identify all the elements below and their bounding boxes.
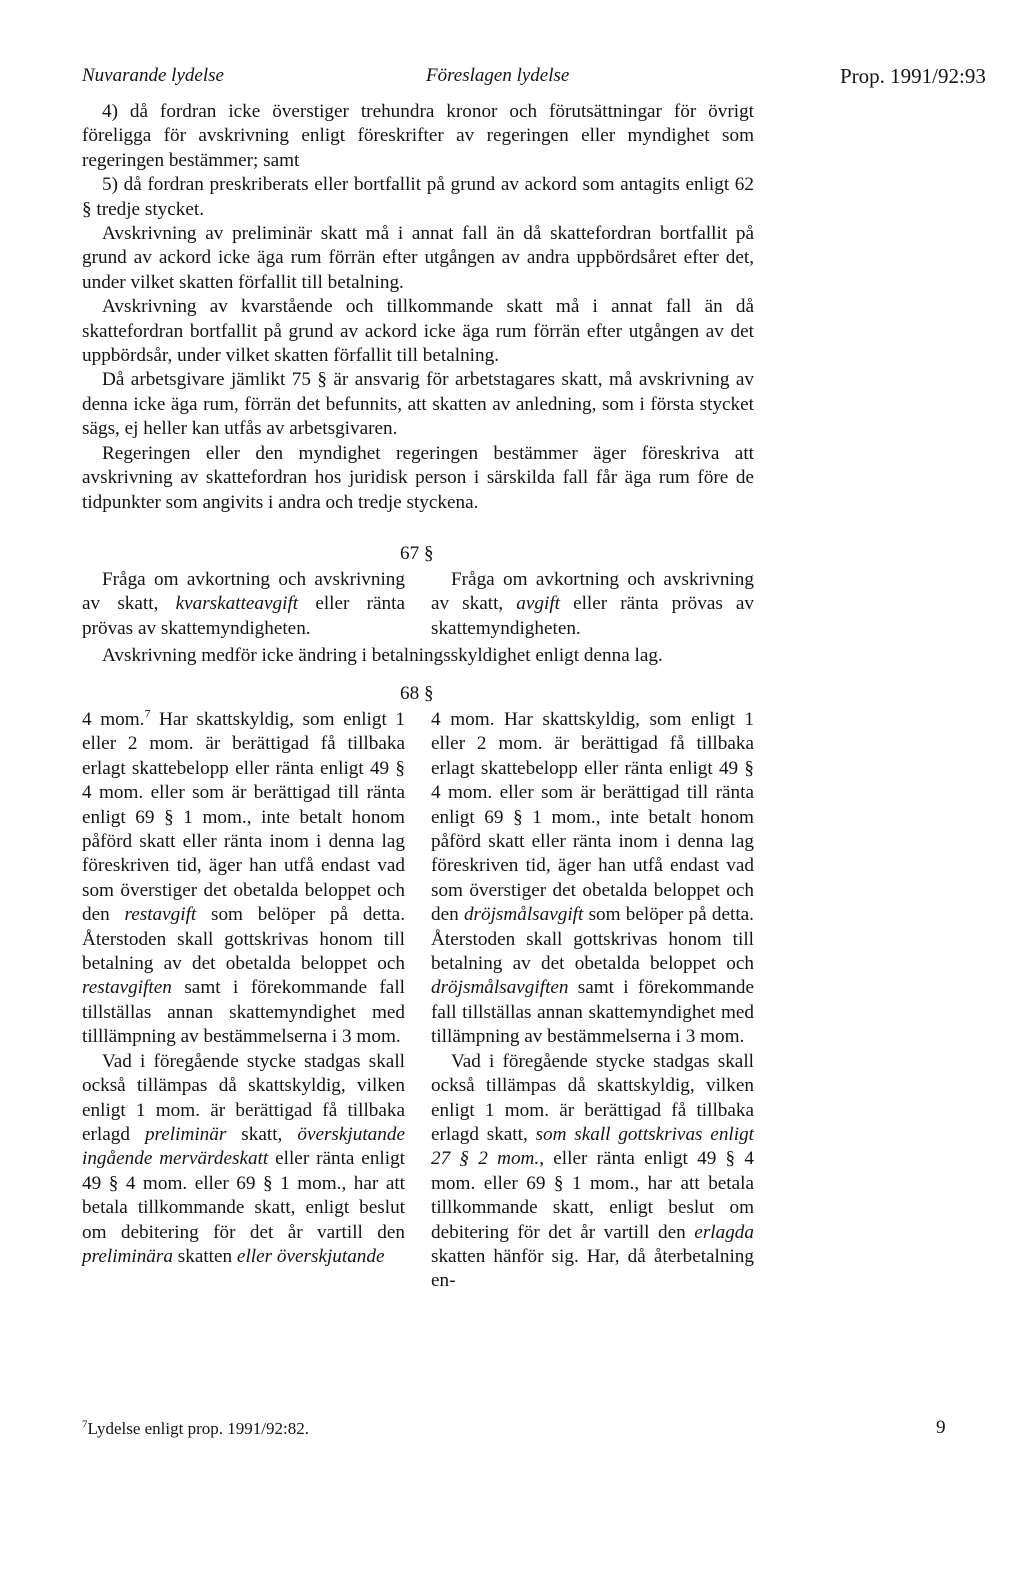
paragraph: 4) då fordran icke överstiger trehundra kronor och förutsättningar för övrigt föreligga för avskrivning enligt föreskrifter av regeringen eller myndighet som regeringen bestämmer; samt <box>82 101 754 171</box>
paragraph <box>82 1050 405 1270</box>
emphasis: restavgift <box>124 904 197 926</box>
section-heading-67: 67 § <box>400 543 434 564</box>
top-text-block <box>82 100 754 515</box>
section-68-proposed <box>431 708 754 1294</box>
text-run: 4 mom. Har skattskyldig, som enligt 1 eller 2 mom. är berättigad få tillbaka erlagt skattebelopp eller ränta enligt 49 § 4 mom. eller som är berättigad till ränta enligt 69 § 1 mom., inte betalt honom påförd skatt eller ränta inom i denna lag föreskriven tid, äger han utfå endast vad som överstiger det obetalda beloppet och den <box>431 709 754 926</box>
text-run: skatt, <box>226 1123 298 1145</box>
text-run: skatten <box>172 1245 237 1267</box>
header-proposed-label: Föreslagen lydelse <box>426 65 570 86</box>
paragraph <box>82 568 405 641</box>
header-current-label: Nuvarande lydelse <box>82 65 224 86</box>
paragraph: Regeringen eller den myndighet regeringen bestämmer äger föreskriva att avskrivning av skattefordran hos juridisk person i särskilda fall får äga rum före de tidpunkter som angivits i andra och tredje styckena. <box>82 442 754 513</box>
text-run: samt i förekommande fall tillställas annan skattemyndighet med tillämpning av bestämmelserna i 3 mom. <box>431 977 754 1048</box>
footnote-ref: 7 <box>144 706 151 721</box>
paragraph <box>431 1050 754 1294</box>
emphasis: preliminär <box>144 1123 227 1145</box>
paragraph <box>82 708 405 1050</box>
emphasis: preliminära <box>82 1245 173 1267</box>
paragraph: Avskrivning medför icke ändring i betalningsskyldighet enligt denna lag. <box>102 645 663 666</box>
text-run: Har skattskyldig, som enligt 1 eller 2 mom. är berättigad få tillbaka erlagt skattebelopp eller ränta enligt 49 § 4 mom. eller som är berättigad till ränta enligt 69 § 1 mom., inte betalt honom påförd skatt eller ränta inom i denna lag föreskriven tid, äger han utfå endast vad som överstiger det obetalda beloppet och den <box>82 709 405 926</box>
text-run: samt i förekommande fall tillställas annan skattemyndighet med tilllämpning av bestämmelserna i 3 mom. <box>82 977 405 1048</box>
emphasis: restavgiften <box>82 977 172 999</box>
emphasis: som skall gottskrivas enligt 27 § 2 mom., <box>431 1123 754 1170</box>
footnote-text: Lydelse enligt prop. 1991/92:82. <box>87 1419 309 1438</box>
paragraph: Då arbetsgivare jämlikt 75 § är ansvarig för arbetstagares skatt, må avskrivning av denna icke äga rum, förrän det befunnits, att skatten av anledning, som i första stycket sägs, ej heller kan utfås av arbetsgivaren. <box>82 369 754 440</box>
text-run: Fråga om avkortning och avskrivning av skatt, <box>82 569 405 615</box>
footnote <box>82 1418 309 1440</box>
emphasis: dröjsmålsavgiften <box>431 977 569 999</box>
emphasis: dröjsmålsavgift <box>463 904 584 926</box>
section-67-common <box>82 644 754 668</box>
paragraph: Avskrivning av kvarstående och tillkommande skatt må i annat fall än då skattefordran bortfallit på grund av ackord icke äga rum förrän efter utgången av det uppbördsår, under vilket skatten förfallit till betalning. <box>82 296 754 367</box>
text-run: Vad i föregående stycke stadgas skall också tillämpas då skattskyldig, vilken enligt 1 mom. är berättigad få tillbaka erlagd <box>82 1050 405 1145</box>
emphasis: erlagda <box>694 1221 754 1243</box>
paragraph <box>431 708 754 1050</box>
mom-label: 4 mom. <box>82 709 145 730</box>
paragraph <box>431 568 754 641</box>
section-heading-68: 68 § <box>400 683 434 704</box>
text-run: som belöper på detta. Återstoden skall gottskrivas honom till betalning av det obetalda beloppet och <box>431 904 754 975</box>
text-run: Vad i föregående stycke stadgas skall också tillämpas då skattskyldig, vilken enligt 1 mom. är berättigad få tillbaka erlagd skatt, <box>431 1050 754 1145</box>
emphasis: eller överskjutande <box>236 1245 385 1267</box>
emphasis: överskjutande ingående mervärdeskatt <box>82 1123 405 1170</box>
text-run: eller ränta prövas av skattemyndigheten. <box>431 593 754 639</box>
footnote-mark: 7 <box>82 1418 88 1431</box>
text-run: skatten hänför sig. Har, då återbetalning en- <box>431 1245 754 1292</box>
text-run: eller ränta enligt 49 § 4 mom. eller 69 § 1 mom., har att betala tillkommande skatt, enligt beslut om debitering för det år vartill den <box>82 1148 405 1243</box>
text-run: eller ränta prövas av skattemyndigheten. <box>82 593 405 639</box>
text-run: Fråga om avkortning och avskrivning av skatt, <box>431 569 754 615</box>
emphasis: kvarskatteavgift <box>175 593 299 615</box>
paragraph: 5) då fordran preskriberats eller bortfallit på grund av ackord som antagits enligt 62 § tredje stycket. <box>82 174 754 220</box>
section-67-current <box>82 568 405 641</box>
header-prop-reference: Prop. 1991/92:93 <box>840 64 986 88</box>
paragraph: Avskrivning av preliminär skatt må i annat fall än då skattefordran bortfallit på grund av ackord icke äga rum förrän efter utgången av andra uppbördsåret efter det, under vilket skatten förfallit till betalning. <box>82 223 754 293</box>
section-68-current <box>82 708 405 1269</box>
section-67-proposed <box>431 568 754 641</box>
page-number: 9 <box>936 1417 946 1438</box>
text-run: eller ränta enligt 49 § 4 mom. eller 69 § 1 mom., har att betala tillkommande skatt, enligt beslut om debitering för det år vartill den <box>431 1148 754 1243</box>
emphasis: avgift <box>516 593 560 615</box>
text-run: som belöper på detta. Återstoden skall gottskrivas honom till betalning av det obetalda beloppet och <box>82 904 405 975</box>
